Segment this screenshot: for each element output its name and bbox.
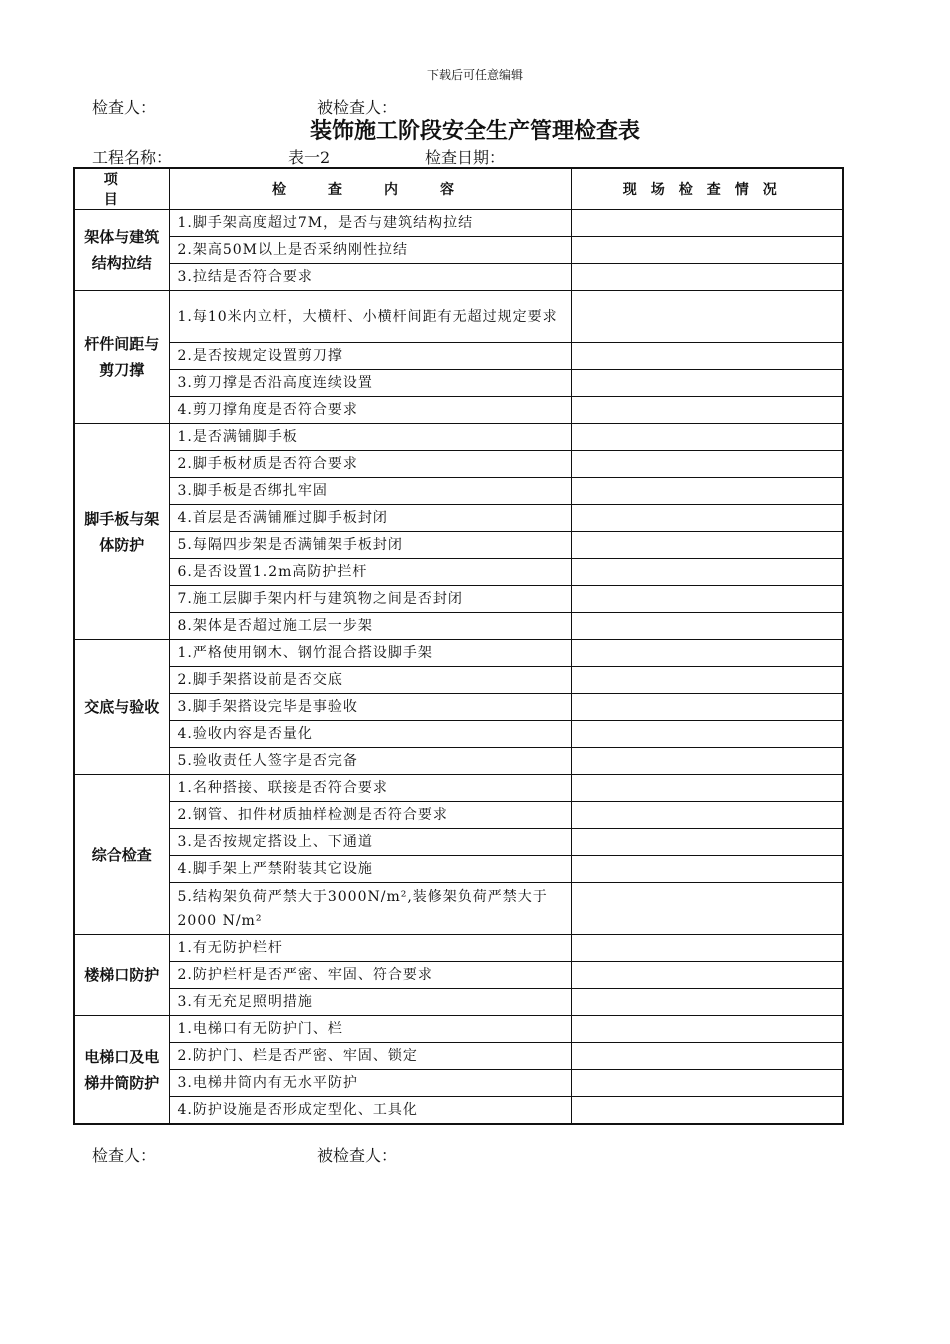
table-row [74,935,843,962]
result-cell[interactable] [571,370,843,397]
category-cell: 电梯口及电梯井筒防护 [74,1016,169,1125]
table-number: 表一2 [288,148,331,167]
result-cell[interactable] [571,291,843,343]
check-item-cell: 4.防护设施是否形成定型化、工具化 [169,1097,571,1125]
table-row [74,451,843,478]
table-row [74,962,843,989]
check-item-cell: 6.是否设置1.2m高防护拦杆 [169,559,571,586]
result-cell[interactable] [571,478,843,505]
check-item-cell: 2.钢管、扣件材质抽样检测是否符合要求 [169,802,571,829]
inspector-label: 检查人： [92,98,157,117]
table-row [74,694,843,721]
result-cell[interactable] [571,775,843,802]
check-item-cell: 4.首层是否满铺雁过脚手板封闭 [169,505,571,532]
check-item-cell: 7.施工层脚手架内杆与建筑物之间是否封闭 [169,586,571,613]
check-item-cell: 1.严格使用钢木、钢竹混合搭设脚手架 [169,640,571,667]
result-cell[interactable] [571,532,843,559]
result-cell[interactable] [571,613,843,640]
inspectee-label: 被检查人： [317,98,398,117]
inspection-table [73,167,844,1125]
result-cell[interactable] [571,721,843,748]
check-item-cell: 2.脚手板材质是否符合要求 [169,451,571,478]
table-row [74,829,843,856]
result-cell[interactable] [571,856,843,883]
table-body [74,210,843,1125]
check-item-cell: 1.电梯口有无防护门、栏 [169,1016,571,1043]
table-row [74,1097,843,1125]
result-cell[interactable] [571,1043,843,1070]
check-item-cell: 2.架高50M以上是否采纳刚性拉结 [169,237,571,264]
result-cell[interactable] [571,989,843,1016]
result-cell[interactable] [571,694,843,721]
check-item-cell: 3.剪刀撑是否沿高度连续设置 [169,370,571,397]
result-cell[interactable] [571,802,843,829]
category-cell: 交底与验收 [74,640,169,775]
result-cell[interactable] [571,343,843,370]
result-cell[interactable] [571,829,843,856]
check-item-cell: 1.每10米内立杆，大横杆、小横杆间距有无超过规定要求 [169,291,571,343]
result-cell[interactable] [571,559,843,586]
result-cell[interactable] [571,1097,843,1125]
check-item-cell: 3.脚手架搭设完毕是事验收 [169,694,571,721]
check-item-cell: 1.是否满铺脚手板 [169,424,571,451]
result-cell[interactable] [571,935,843,962]
table-row [74,1016,843,1043]
check-item-cell: 5.验收责任人签字是否完备 [169,748,571,775]
table-row [74,397,843,424]
download-note: 下载后可任意编辑 [426,68,523,82]
check-item-cell: 4.脚手架上严禁附装其它设施 [169,856,571,883]
category-cell: 架体与建筑结构拉结 [74,210,169,291]
table-row [74,613,843,640]
table-row [74,370,843,397]
result-cell[interactable] [571,962,843,989]
check-item-cell: 1.有无防护栏杆 [169,935,571,962]
footer-inspector-label: 检查人： [92,1146,157,1165]
result-cell[interactable] [571,505,843,532]
result-cell[interactable] [571,424,843,451]
column-header-content: 检 查 内 容 [169,168,571,210]
footer-inspectee-label: 被检查人： [317,1146,398,1165]
table-row [74,343,843,370]
result-cell[interactable] [571,586,843,613]
table-row [74,775,843,802]
category-cell: 杆件间距与剪刀撑 [74,291,169,424]
check-item-cell: 8.架体是否超过施工层一步架 [169,613,571,640]
table-row [74,883,843,935]
table-row [74,210,843,237]
check-item-cell: 3.有无充足照明措施 [169,989,571,1016]
check-date-label: 检查日期： [425,148,506,167]
check-item-cell: 3.脚手板是否绑扎牢固 [169,478,571,505]
page-title: 装饰施工阶段安全生产管理检查表 [309,119,640,144]
table-row [74,237,843,264]
result-cell[interactable] [571,210,843,237]
check-item-cell: 2.脚手架搭设前是否交底 [169,667,571,694]
column-header-result: 现场检查情况 [571,168,843,210]
table-row [74,532,843,559]
table-row [74,424,843,451]
table-row [74,586,843,613]
project-name-label: 工程名称： [92,148,173,167]
result-cell[interactable] [571,667,843,694]
table-row [74,291,843,343]
result-cell[interactable] [571,1016,843,1043]
category-cell: 综合检查 [74,775,169,935]
table-row [74,748,843,775]
table-row [74,478,843,505]
check-item-cell: 2.是否按规定设置剪刀撑 [169,343,571,370]
table-row [74,640,843,667]
table-row [74,721,843,748]
result-cell[interactable] [571,451,843,478]
table-row [74,856,843,883]
result-cell[interactable] [571,264,843,291]
table-row [74,802,843,829]
result-cell[interactable] [571,748,843,775]
result-cell[interactable] [571,883,843,935]
table-row [74,667,843,694]
table-row [74,989,843,1016]
check-item-cell: 1.脚手架高度超过7M，是否与建筑结构拉结 [169,210,571,237]
table-header-row [74,168,843,210]
table-row [74,559,843,586]
check-item-cell: 3.拉结是否符合要求 [169,264,571,291]
check-item-cell: 3.电梯井筒内有无水平防护 [169,1070,571,1097]
category-cell: 楼梯口防护 [74,935,169,1016]
category-cell: 脚手板与架体防护 [74,424,169,640]
check-item-cell: 5.结构架负荷严禁大于3000N/m²,装修架负荷严禁大于2000 N/m² [169,883,571,935]
check-item-cell: 4.剪刀撑角度是否符合要求 [169,397,571,424]
check-item-cell: 1.名种搭接、联接是否符合要求 [169,775,571,802]
check-item-cell: 2.防护门、栏是否严密、牢固、锁定 [169,1043,571,1070]
result-cell[interactable] [571,1070,843,1097]
check-item-cell: 5.每隔四步架是否满铺架手板封闭 [169,532,571,559]
result-cell[interactable] [571,640,843,667]
table-row [74,505,843,532]
table-row [74,264,843,291]
check-item-cell: 4.验收内容是否量化 [169,721,571,748]
table-row [74,1070,843,1097]
table-row [74,1043,843,1070]
result-cell[interactable] [571,397,843,424]
check-item-cell: 3.是否按规定搭设上、下通道 [169,829,571,856]
column-header-item: 项 目 [74,168,169,210]
check-item-cell: 2.防护栏杆是否严密、牢固、符合要求 [169,962,571,989]
result-cell[interactable] [571,237,843,264]
